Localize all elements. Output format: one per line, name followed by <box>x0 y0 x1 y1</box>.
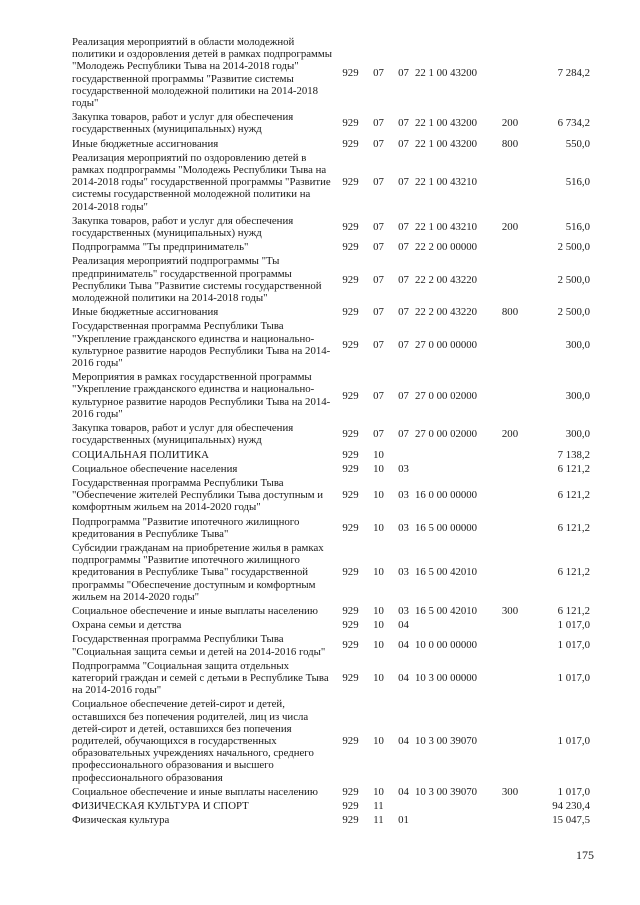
budget-table-body <box>72 35 590 827</box>
table-row <box>72 448 590 462</box>
table-row <box>72 515 590 541</box>
subsection-code: 07 <box>398 66 409 79</box>
table-row <box>72 35 590 110</box>
expense-type <box>496 240 524 254</box>
expense-type <box>496 254 524 305</box>
section-code: 07 <box>373 176 384 189</box>
expense-type <box>496 618 524 632</box>
target-article: 22 1 00 43210 <box>415 176 478 189</box>
ministry-code: 929 <box>342 117 359 130</box>
item-name: Социальное обеспечение населения <box>72 462 238 475</box>
item-name: Государственная программа Республики Тыва "Обеспечение жителей Республики Тыва доступным и комфортным жильем на 2014-2020 годы" <box>72 476 324 514</box>
subsection-code <box>392 448 415 462</box>
target-article: 27 0 00 00000 <box>415 338 478 351</box>
table-row <box>72 110 590 136</box>
ministry-code: 929 <box>342 448 359 461</box>
target-article: 16 5 00 00000 <box>415 521 478 534</box>
subsection-code: 03 <box>398 604 409 617</box>
section-code: 10 <box>373 489 384 502</box>
expense-type <box>496 476 524 515</box>
ministry-code: 929 <box>342 66 359 79</box>
amount: 6 121,2 <box>557 489 590 502</box>
expense-type <box>496 515 524 541</box>
amount: 300,0 <box>565 389 590 402</box>
ministry-code: 929 <box>342 734 359 747</box>
subsection-code: 01 <box>398 814 409 827</box>
subsection-code: 07 <box>398 428 409 441</box>
table-row <box>72 254 590 305</box>
target-article: 10 3 00 39070 <box>415 785 478 798</box>
expense-type <box>496 813 524 827</box>
expense-type: 200 <box>501 428 519 441</box>
ministry-code: 929 <box>342 799 359 812</box>
table-row <box>72 214 590 240</box>
section-code: 10 <box>373 521 384 534</box>
item-name: Охрана семьи и детства <box>72 619 182 632</box>
ministry-code: 929 <box>342 639 359 652</box>
amount: 6 121,2 <box>557 521 590 534</box>
target-article: 22 2 00 00000 <box>415 241 478 254</box>
table-row <box>72 240 590 254</box>
subsection-code: 07 <box>398 117 409 130</box>
item-name: Социальное обеспечение и иные выплаты населению <box>72 604 318 617</box>
amount: 7 284,2 <box>557 66 590 79</box>
ministry-code: 929 <box>342 521 359 534</box>
section-code: 07 <box>373 273 384 286</box>
subsection-code: 07 <box>398 220 409 233</box>
amount: 1 017,0 <box>557 785 590 798</box>
amount: 2 500,0 <box>557 241 590 254</box>
section-code: 07 <box>373 241 384 254</box>
page-number: 175 <box>576 848 594 862</box>
item-name: Субсидии гражданам на приобретение жилья в рамках подпрограммы "Развитие ипотечного жилищного кредитования в Республике Тыва" государственной программы "Обеспечение доступным и комфортным жильем на 2014-2020 годы" <box>72 541 324 603</box>
expense-type <box>496 659 524 698</box>
subsection-code: 04 <box>398 734 409 747</box>
ministry-code: 929 <box>342 137 359 150</box>
section-code: 10 <box>373 639 384 652</box>
ministry-code: 929 <box>342 306 359 319</box>
subsection-code: 04 <box>398 671 409 684</box>
table-row <box>72 305 590 319</box>
item-name: Закупка товаров, работ и услуг для обеспечения государственных (муниципальных) нужд <box>72 214 294 240</box>
item-name: Мероприятия в рамках государственной программы "Укрепление гражданского единства и национально-культурное развитие народов Республики Тыва на 2014-2016 годы" <box>72 371 331 420</box>
table-row <box>72 632 590 658</box>
section-code: 07 <box>373 306 384 319</box>
subsection-code: 04 <box>398 785 409 798</box>
item-name: СОЦИАЛЬНАЯ ПОЛИТИКА <box>72 448 209 461</box>
amount: 6 121,2 <box>557 566 590 579</box>
section-code: 10 <box>373 448 384 461</box>
ministry-code: 929 <box>342 566 359 579</box>
target-article: 22 2 00 43220 <box>415 306 478 319</box>
ministry-code: 929 <box>342 604 359 617</box>
target-article <box>415 462 496 476</box>
target-article <box>415 618 496 632</box>
subsection-code: 03 <box>398 462 409 475</box>
subsection-code: 07 <box>398 273 409 286</box>
expense-type <box>496 697 524 784</box>
target-article: 22 2 00 43220 <box>415 273 478 286</box>
target-article: 16 0 00 00000 <box>415 489 478 502</box>
amount: 6 734,2 <box>557 117 590 130</box>
amount: 7 138,2 <box>557 448 590 461</box>
table-row <box>72 799 590 813</box>
amount: 1 017,0 <box>557 639 590 652</box>
subsection-code: 07 <box>398 241 409 254</box>
table-row <box>72 697 590 784</box>
item-name: Подпрограмма "Социальная защита отдельных категорий граждан и семей с детьми в Республике Тыва на 2014-2016 годы" <box>72 659 329 697</box>
amount: 1 017,0 <box>557 734 590 747</box>
item-name: Реализация мероприятий по оздоровлению детей в рамках подпрограммы "Молодежь Республики Тыва на 2014-2018 годы" государственной программы "Развитие системы государственной молодежной политики на 2014-2018 годы" <box>72 151 331 213</box>
item-name: Социальное обеспечение и иные выплаты населению <box>72 785 318 798</box>
expense-type <box>496 151 524 214</box>
item-name: Закупка товаров, работ и услуг для обеспечения государственных (муниципальных) нужд <box>72 422 294 447</box>
amount: 6 121,2 <box>557 462 590 475</box>
target-article: 27 0 00 02000 <box>415 389 478 402</box>
subsection-code <box>392 799 415 813</box>
expense-type: 300 <box>501 785 519 798</box>
ministry-code: 929 <box>342 785 359 798</box>
section-code: 10 <box>373 566 384 579</box>
ministry-code: 929 <box>342 619 359 632</box>
target-article: 16 5 00 42010 <box>415 604 478 617</box>
amount: 550,0 <box>565 137 590 150</box>
amount: 300,0 <box>565 338 590 351</box>
table-row <box>72 137 590 151</box>
ministry-code: 929 <box>342 176 359 189</box>
section-code: 10 <box>373 671 384 684</box>
item-name: Реализация мероприятий в области молодежной политики и оздоровления детей в рамках подпрограммы "Молодежь Республики Тыва на 2014-2018 годы" государственной программы "Развитие системы государственной молодежной политики на 2014-2018 годы" <box>72 36 332 110</box>
section-code: 10 <box>373 604 384 617</box>
amount: 94 230,4 <box>552 799 590 812</box>
budget-table <box>72 35 590 827</box>
target-article <box>415 799 496 813</box>
section-code: 10 <box>373 734 384 747</box>
target-article: 10 3 00 39070 <box>415 734 478 747</box>
section-code: 07 <box>373 220 384 233</box>
table-row <box>72 462 590 476</box>
item-name: Государственная программа Республики Тыва "Социальная защита семьи и детей на 2014-2016 годы" <box>72 633 326 658</box>
subsection-code: 03 <box>398 566 409 579</box>
item-name: Подпрограмма "Развитие ипотечного жилищного кредитования в Республике Тыва" <box>72 515 300 540</box>
target-article: 16 5 00 42010 <box>415 566 478 579</box>
ministry-code: 929 <box>342 389 359 402</box>
item-name: Реализация мероприятий подпрограммы "Ты предприниматель" государственной программы Республики Тыва "Развитие системы государственной молодежной политики на 2014-2018 годы" <box>72 255 322 305</box>
ministry-code: 929 <box>342 273 359 286</box>
item-name: Физическая культура <box>72 814 170 827</box>
section-code: 07 <box>373 117 384 130</box>
expense-type <box>496 632 524 658</box>
ministry-code: 929 <box>342 428 359 441</box>
section-code: 07 <box>373 428 384 441</box>
expense-type <box>496 370 524 421</box>
expense-type: 200 <box>501 220 519 233</box>
target-article <box>415 448 496 462</box>
subsection-code: 04 <box>398 619 409 632</box>
amount: 6 121,2 <box>557 604 590 617</box>
ministry-code: 929 <box>342 814 359 827</box>
section-code: 11 <box>373 814 384 827</box>
section-code: 10 <box>373 619 384 632</box>
expense-type <box>496 462 524 476</box>
table-row <box>72 785 590 799</box>
subsection-code: 07 <box>398 389 409 402</box>
expense-type <box>496 319 524 370</box>
target-article: 22 1 00 43210 <box>415 220 478 233</box>
target-article: 10 3 00 00000 <box>415 671 478 684</box>
amount: 516,0 <box>565 176 590 189</box>
table-row <box>72 319 590 370</box>
section-code: 07 <box>373 389 384 402</box>
amount: 1 017,0 <box>557 619 590 632</box>
item-name: Закупка товаров, работ и услуг для обеспечения государственных (муниципальных) нужд <box>72 111 294 136</box>
ministry-code: 929 <box>342 462 359 475</box>
table-row <box>72 618 590 632</box>
target-article: 22 1 00 43200 <box>415 66 478 79</box>
item-name: Социальное обеспечение детей-сирот и детей, оставшихся без попечения родителей, лиц из числа детей-сирот и детей, оставшихся без попечения родителей, обучающихся в государственных образовательных учреждениях начального, среднего профессионального образования и высшего профессионального образования <box>72 698 314 784</box>
amount: 516,0 <box>565 220 590 233</box>
target-article: 10 0 00 00000 <box>415 639 478 652</box>
expense-type: 800 <box>501 306 519 319</box>
ministry-code: 929 <box>342 220 359 233</box>
expense-type <box>496 35 524 110</box>
section-code: 07 <box>373 137 384 150</box>
subsection-code: 07 <box>398 306 409 319</box>
table-row <box>72 476 590 515</box>
ministry-code: 929 <box>342 489 359 502</box>
section-code: 07 <box>373 338 384 351</box>
expense-type: 300 <box>501 604 519 617</box>
section-code: 10 <box>373 785 384 798</box>
expense-type <box>496 448 524 462</box>
expense-type: 800 <box>501 137 519 150</box>
table-row <box>72 659 590 698</box>
item-name: ФИЗИЧЕСКАЯ КУЛЬТУРА И СПОРТ <box>72 799 249 812</box>
expense-type <box>496 799 524 813</box>
target-article: 27 0 00 02000 <box>415 428 478 441</box>
amount: 2 500,0 <box>557 306 590 319</box>
amount: 1 017,0 <box>557 671 590 684</box>
subsection-code: 07 <box>398 338 409 351</box>
subsection-code: 03 <box>398 489 409 502</box>
item-name: Иные бюджетные ассигнования <box>72 306 219 319</box>
expense-type: 200 <box>501 117 519 130</box>
amount: 15 047,5 <box>552 814 590 827</box>
target-article: 22 1 00 43200 <box>415 137 478 150</box>
ministry-code: 929 <box>342 241 359 254</box>
ministry-code: 929 <box>342 671 359 684</box>
subsection-code: 04 <box>398 639 409 652</box>
section-code: 10 <box>373 462 384 475</box>
table-row <box>72 421 590 447</box>
section-code: 11 <box>373 799 384 812</box>
table-row <box>72 370 590 421</box>
subsection-code: 07 <box>398 137 409 150</box>
section-code: 07 <box>373 66 384 79</box>
table-row <box>72 813 590 827</box>
item-name: Государственная программа Республики Тыва "Укрепление гражданского единства и национально-культурное развитие народов Республики Тыва на 2014-2016 годы" <box>72 320 331 370</box>
item-name: Подпрограмма "Ты предприниматель" <box>72 241 249 254</box>
target-article <box>415 813 496 827</box>
item-name: Иные бюджетные ассигнования <box>72 137 219 150</box>
target-article: 22 1 00 43200 <box>415 117 478 130</box>
amount: 2 500,0 <box>557 273 590 286</box>
table-row <box>72 151 590 214</box>
table-row <box>72 604 590 618</box>
expense-type <box>496 541 524 604</box>
table-row <box>72 541 590 604</box>
subsection-code: 03 <box>398 521 409 534</box>
subsection-code: 07 <box>398 176 409 189</box>
ministry-code: 929 <box>342 338 359 351</box>
amount: 300,0 <box>565 428 590 441</box>
